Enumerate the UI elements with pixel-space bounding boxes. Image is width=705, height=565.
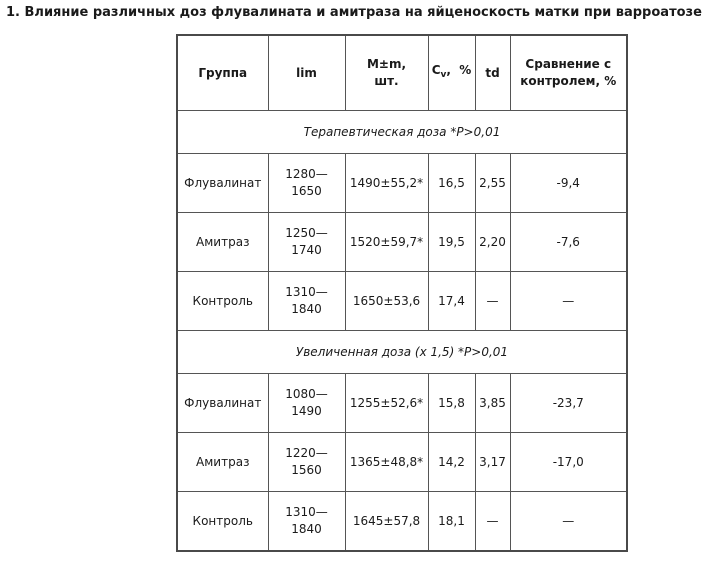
cell-lim-line2: 1490	[291, 404, 322, 418]
cell-lim-line2: 1740	[291, 243, 322, 257]
cell-lim	[268, 154, 345, 213]
header-compare-line1: Сравнение с	[525, 57, 612, 71]
header-cv	[428, 35, 475, 111]
header-row	[177, 35, 627, 111]
header-mean-line1: M±m,	[366, 57, 407, 71]
section-row-therapeutic	[177, 111, 627, 154]
cell-group: Амитраз	[177, 213, 268, 272]
header-cv-unit: , %	[446, 63, 472, 77]
cell-compare: —	[510, 272, 627, 331]
cell-lim-line1: 1310—	[285, 285, 328, 299]
table-row	[177, 374, 627, 433]
cell-td: —	[475, 272, 510, 331]
cell-group: Флувалинат	[177, 154, 268, 213]
cell-cv: 18,1	[428, 492, 475, 552]
cell-cv: 15,8	[428, 374, 475, 433]
cell-lim-line2: 1560	[291, 463, 322, 477]
cell-td: 3,85	[475, 374, 510, 433]
cell-lim	[268, 492, 345, 552]
results-table	[176, 34, 628, 552]
cell-cv: 17,4	[428, 272, 475, 331]
cell-mean: 1645±57,8	[345, 492, 428, 552]
header-compare-line2: контролем, %	[520, 74, 617, 88]
cell-lim-line1: 1280—	[285, 167, 328, 181]
cell-lim	[268, 272, 345, 331]
cell-mean: 1520±59,7*	[345, 213, 428, 272]
cell-mean: 1255±52,6*	[345, 374, 428, 433]
section-row-increased	[177, 331, 627, 374]
cell-group: Контроль	[177, 492, 268, 552]
table-row	[177, 213, 627, 272]
cell-compare: -7,6	[510, 213, 627, 272]
table-title: 1. Влияние различных доз флувалината и амитраза на яйценоскость матки при варроатозе	[6, 5, 702, 20]
cell-mean: 1490±55,2*	[345, 154, 428, 213]
header-td: td	[475, 35, 510, 111]
cell-compare: -9,4	[510, 154, 627, 213]
header-cv-main: C	[431, 63, 441, 77]
cell-td: —	[475, 492, 510, 552]
table-row	[177, 433, 627, 492]
cell-lim-line2: 1840	[291, 302, 322, 316]
cell-lim-line1: 1220—	[285, 446, 328, 460]
table-row	[177, 154, 627, 213]
cell-lim-line2: 1840	[291, 522, 322, 536]
table-row	[177, 492, 627, 552]
cell-compare: -23,7	[510, 374, 627, 433]
cell-group: Контроль	[177, 272, 268, 331]
header-lim: lim	[268, 35, 345, 111]
cell-cv: 16,5	[428, 154, 475, 213]
cell-lim-line2: 1650	[291, 184, 322, 198]
table-row	[177, 272, 627, 331]
section-label: Увеличенная доза (х 1,5) *P>0,01	[177, 331, 627, 374]
cell-compare: -17,0	[510, 433, 627, 492]
section-label: Терапевтическая доза *P>0,01	[177, 111, 627, 154]
cell-lim	[268, 374, 345, 433]
cell-mean: 1365±48,8*	[345, 433, 428, 492]
cell-td: 2,55	[475, 154, 510, 213]
cell-cv: 14,2	[428, 433, 475, 492]
header-compare	[510, 35, 627, 111]
cell-mean: 1650±53,6	[345, 272, 428, 331]
cell-lim-line1: 1080—	[285, 387, 328, 401]
header-mean	[345, 35, 428, 111]
header-group: Группа	[177, 35, 268, 111]
cell-td: 2,20	[475, 213, 510, 272]
cell-td: 3,17	[475, 433, 510, 492]
cell-compare: —	[510, 492, 627, 552]
header-cv-sub: v	[440, 70, 447, 80]
cell-cv: 19,5	[428, 213, 475, 272]
header-mean-line2: шт.	[374, 74, 399, 88]
cell-group: Флувалинат	[177, 374, 268, 433]
cell-lim-line1: 1250—	[285, 226, 328, 240]
cell-lim	[268, 433, 345, 492]
cell-lim	[268, 213, 345, 272]
cell-group: Амитраз	[177, 433, 268, 492]
cell-lim-line1: 1310—	[285, 505, 328, 519]
